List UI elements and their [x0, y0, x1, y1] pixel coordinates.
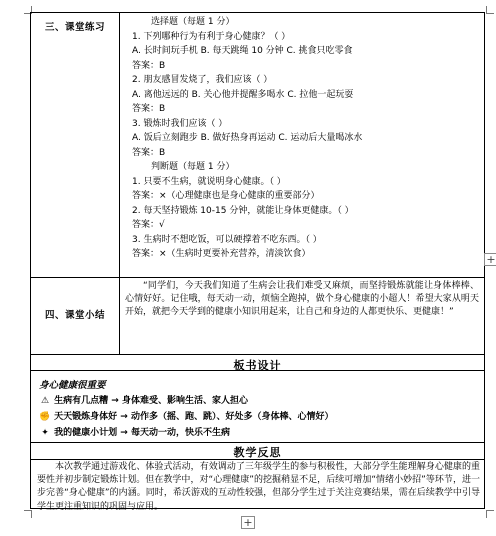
- board-item-plan: [39, 425, 230, 438]
- add-row-button[interactable]: +: [241, 516, 255, 529]
- warning-icon: ⚠: [40, 396, 50, 406]
- row-divider: [31, 442, 484, 443]
- practice-line: 答案：√: [132, 220, 165, 230]
- muscle-icon: ✊: [39, 412, 51, 422]
- add-column-button[interactable]: +: [484, 253, 496, 266]
- practice-line: 选择题（每题 1 分）: [151, 17, 235, 27]
- practice-line: 答案：×（心理健康也是身心健康的重要部分）: [132, 191, 320, 201]
- practice-line: 答案：B: [132, 61, 166, 71]
- practice-line: A. 离他远远的 B. 关心他并提醒多喝水 C. 拉他一起玩耍: [132, 90, 354, 100]
- row-divider: [31, 354, 484, 355]
- sparkle-icon: ✦: [41, 428, 49, 438]
- practice-label: 三、课堂练习: [44, 22, 105, 33]
- board-item-text: 天天锻炼身体好 → 动作多（摇、跑、跳）、好处多（身体棒、心情好）: [54, 412, 334, 422]
- board-title: 板书设计: [233, 359, 282, 372]
- practice-line: 1. 只要不生病，就说明身心健康。（ ）: [132, 177, 286, 187]
- summary-label: 四、课堂小结: [44, 310, 105, 321]
- practice-line: 2. 朋友感冒发烧了，我们应该（ ）: [132, 75, 273, 85]
- crop-mark-top-right: [486, 6, 494, 14]
- lesson-plan-table: [30, 12, 485, 512]
- practice-line: A. 长时间玩手机 B. 每天跳绳 10 分钟 C. 挑食只吃零食: [132, 46, 353, 56]
- reflection-title: 教学反思: [233, 446, 282, 459]
- practice-line: 答案：B: [132, 148, 166, 158]
- crop-mark-bottom-right: [486, 510, 494, 518]
- board-item-exercise: [39, 409, 333, 422]
- practice-line: 3. 锻炼时我们应该（ ）: [132, 119, 228, 129]
- column-divider: [119, 13, 120, 354]
- practice-line: 判断题（每题 1 分）: [151, 162, 235, 172]
- board-item-text: 生病有几点糟 → 身体难受、影响生活、家人担心: [54, 396, 248, 406]
- practice-line: 3. 生病时不想吃饭，可以硬撑着不吃东西。（ ）: [132, 235, 322, 245]
- practice-line: 答案：B: [132, 104, 166, 114]
- board-item-text: 我的健康小计划 → 每天动一动，快乐不生病: [54, 428, 230, 438]
- practice-line: 2. 每天坚持锻炼 10-15 分钟，就能让身体更健康。（ ）: [132, 206, 354, 216]
- crop-mark-bottom-left: [24, 510, 32, 518]
- board-heading: 身心健康很重要: [39, 380, 106, 391]
- board-item-illness: [39, 393, 248, 406]
- reflection-text: 本次教学通过游戏化、体验式活动，有效调动了三年级学生的参与积极性，大部分学生能理解身心健康的重要性并初步制定锻炼计划。但在教学中，对“心理健康”的挖掘稍显不足，后续可增加“情绪小妙招”等环节，进一步完善“身心健康”的内涵。同时，希沃游戏的互动性较强，但部分学生过于关注竞赛结果，需在后续教学中引导学生更注重知识的巩固与应用。: [37, 462, 480, 512]
- practice-line: 答案：×（生病时更要补充营养，清淡饮食）: [132, 249, 311, 259]
- practice-line: 1. 下列哪种行为有利于身心健康？（ ）: [132, 32, 291, 42]
- row-divider: [31, 277, 484, 278]
- summary-text: “同学们，今天我们知道了生病会让我们难受又麻烦，而坚持锻炼就能让身体棒棒、心情好好。记住哦，每天动一动，烦恼全跑掉，做个身心健康的小超人！希望大家从明天开始，就把今天学到的健康小知识用起来，让自己和身边的人都更快乐、更健康！”: [125, 281, 479, 318]
- practice-line: A. 饭后立刻跑步 B. 做好热身再运动 C. 运动后大量喝冰水: [132, 133, 363, 143]
